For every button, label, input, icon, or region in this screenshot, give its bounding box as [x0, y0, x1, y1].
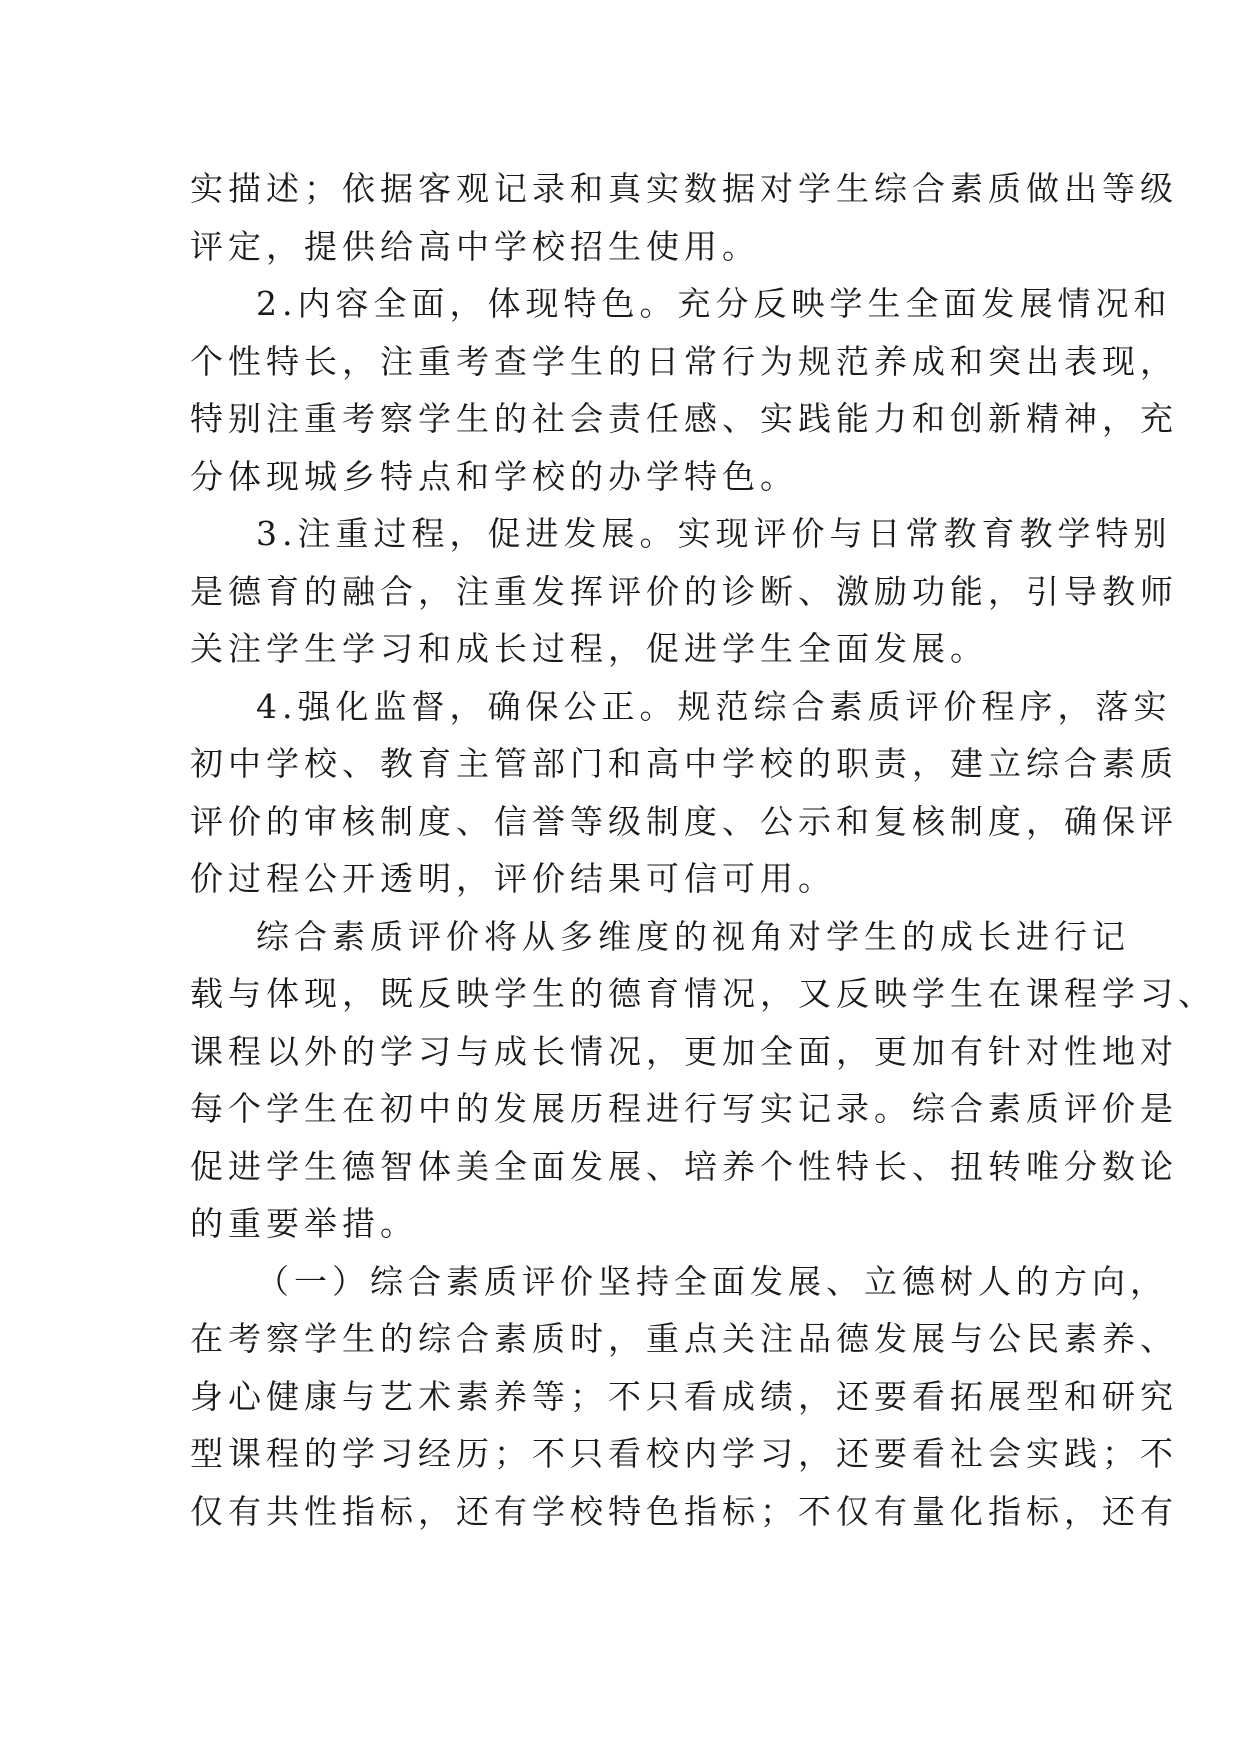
text-line: 评定，提供给高中学校招生使用。 — [190, 226, 760, 266]
text-line: 评价的审核制度、信誉等级制度、公示和复核制度，确保评 — [190, 801, 1178, 841]
text-line: （一）综合素质评价坚持全面发展、立德树人的方向， — [256, 1261, 1168, 1301]
text-line: 特别注重考察学生的社会责任感、实践能力和创新精神，充 — [190, 399, 1178, 438]
text-line: 综合素质评价将从多维度的视角对学生的成长进行记 — [256, 916, 1130, 956]
text-line: 是德育的融合，注重发挥评价的诊断、激励功能，引导教师 — [190, 571, 1178, 611]
text-line: 2.内容全面，体现特色。充分反映学生全面发展情况和 — [256, 284, 1172, 323]
text-line: 型课程的学习经历；不只看校内学习，还要看社会实践；不 — [190, 1434, 1178, 1473]
text-line: 初中学校、教育主管部门和高中学校的职责，建立综合素质 — [190, 744, 1178, 783]
text-line: 实描述；依据客观记录和真实数据对学生综合素质做出等级 — [190, 169, 1178, 208]
text-line: 4.强化监督，确保公正。规范综合素质评价程序，落实 — [256, 686, 1172, 726]
text-line: 个性特长，注重考查学生的日常行为规范养成和突出表现， — [190, 341, 1178, 381]
text-line: 分体现城乡特点和学校的办学特色。 — [190, 456, 798, 496]
text-line: 3.注重过程，促进发展。实现评价与日常教育教学特别 — [256, 514, 1172, 553]
text-line: 关注学生学习和成长过程，促进学生全面发展。 — [190, 629, 988, 668]
text-line: 每个学生在初中的发展历程进行写实记录。综合素质评价是 — [190, 1089, 1178, 1128]
text-line: 的重要举措。 — [190, 1204, 418, 1243]
text-line: 身心健康与艺术素养等；不只看成绩，还要看拓展型和研究 — [190, 1376, 1178, 1416]
document-body — [190, 160, 1216, 1540]
text-line: 促进学生德智体美全面发展、培养个性特长、扭转唯分数论 — [190, 1146, 1178, 1186]
text-line: 价过程公开透明，评价结果可信可用。 — [190, 859, 836, 898]
text-line: 载与体现，既反映学生的德育情况，又反映学生在课程学习、 — [190, 974, 1216, 1013]
text-line: 课程以外的学习与成长情况，更加全面，更加有针对性地对 — [190, 1031, 1178, 1071]
text-line: 在考察学生的综合素质时，重点关注品德发展与公民素养、 — [190, 1319, 1178, 1358]
text-line: 仅有共性指标，还有学校特色指标；不仅有量化指标，还有 — [190, 1491, 1178, 1531]
